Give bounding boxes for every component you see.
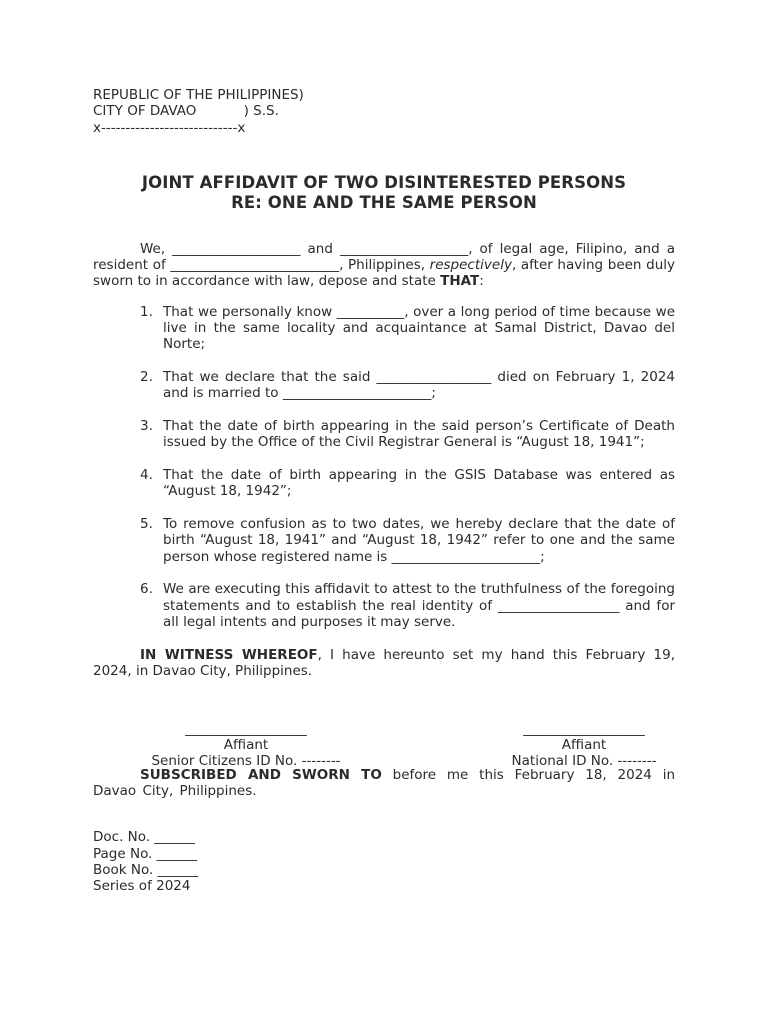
intro-italic: respectively <box>429 257 512 274</box>
statement-number: 1. <box>140 303 153 320</box>
statement-list <box>93 304 675 630</box>
intro-bold: THAT <box>440 273 480 290</box>
signature-left <box>139 721 353 770</box>
statement-number: 6. <box>140 581 153 598</box>
venue-divider: x----------------------------x <box>93 119 246 136</box>
statement-number: 3. <box>140 418 153 435</box>
witness-text: , I have hereunto set my hand this February 19, 2024, in Davao City, Philippines. <box>93 647 675 680</box>
notarial-details <box>93 829 675 894</box>
affiant-label-left: Affiant <box>223 737 269 754</box>
intro-part-3: : <box>479 273 484 290</box>
book-number: Book No. ______ <box>93 861 199 878</box>
statement-item <box>93 516 675 565</box>
affidavit-page <box>93 87 675 895</box>
id-label-left: Senior Citizens ID No. -------- <box>151 753 341 770</box>
statement-item <box>93 369 675 402</box>
affiant-label-right: Affiant <box>561 737 607 754</box>
statement-text: That the date of birth appearing in the GSIS Database was entered as “August 18, 1942”; <box>163 467 675 500</box>
venue-republic: REPUBLIC OF THE PHILIPPINES) <box>93 87 304 103</box>
statement-text: To remove confusion as to two dates, we hereby declare that the date of birth “August 18, 1941” and “August 18, 1942” refer to one and the same person whose registered name is ______________________; <box>163 516 675 565</box>
jurat-text: before me this February 18, 2024 in Davao City, Philippines. <box>93 766 675 800</box>
intro-paragraph <box>93 241 675 290</box>
statement-item <box>93 467 675 500</box>
jurat-bold: SUBSCRIBED AND SWORN TO <box>140 766 382 783</box>
series-year: Series of 2024 <box>93 878 191 895</box>
statement-number: 2. <box>140 369 153 386</box>
statement-item <box>93 418 675 451</box>
intro-part-1: We, ___________________ and ___________________, of legal age, Filipino, and a resident of _________________________, Philippines, <box>93 240 675 274</box>
page-number: Page No. ______ <box>93 845 198 862</box>
statement-text: That we personally know __________, over a long period of time because we live in the same locality and acquaintance at Samal District, Davao del Norte; <box>163 303 675 353</box>
document-title <box>93 173 675 213</box>
witness-paragraph <box>93 647 675 680</box>
title-line-2: RE: ONE AND THE SAME PERSON <box>231 192 537 212</box>
statement-number: 5. <box>140 516 153 533</box>
title-line-1: JOINT AFFIDAVIT OF TWO DISINTERESTED PERSONS <box>141 172 627 192</box>
statement-text: We are executing this affidavit to attest to the truthfulness of the foregoing statements and to establish the real identity of __________________ and for all legal intents and purposes it may serve. <box>163 581 675 630</box>
statement-text: That the date of birth appearing in the said person’s Certificate of Death issued by the Office of the Civil Registrar General is “August 18, 1941”; <box>163 418 675 451</box>
signature-right <box>499 721 669 770</box>
id-label-right: National ID No. -------- <box>511 753 657 770</box>
venue-city: CITY OF DAVAO ) S.S. <box>93 103 279 120</box>
signature-line-left: __________________ <box>185 720 307 737</box>
statement-item <box>93 304 675 353</box>
intro-part-2: , after having been duly sworn to in accordance with law, depose and state <box>93 257 675 290</box>
doc-number: Doc. No. ______ <box>93 829 195 846</box>
signature-block <box>93 720 675 770</box>
venue-block <box>93 87 675 136</box>
signature-line-right: __________________ <box>523 720 645 737</box>
statement-number: 4. <box>140 467 153 484</box>
statement-item <box>93 581 675 630</box>
witness-bold: IN WITNESS WHEREOF <box>140 647 318 664</box>
statement-text: That we declare that the said _________________ died on February 1, 2024 and is married to ______________________; <box>163 369 675 402</box>
jurat-paragraph <box>93 767 675 800</box>
